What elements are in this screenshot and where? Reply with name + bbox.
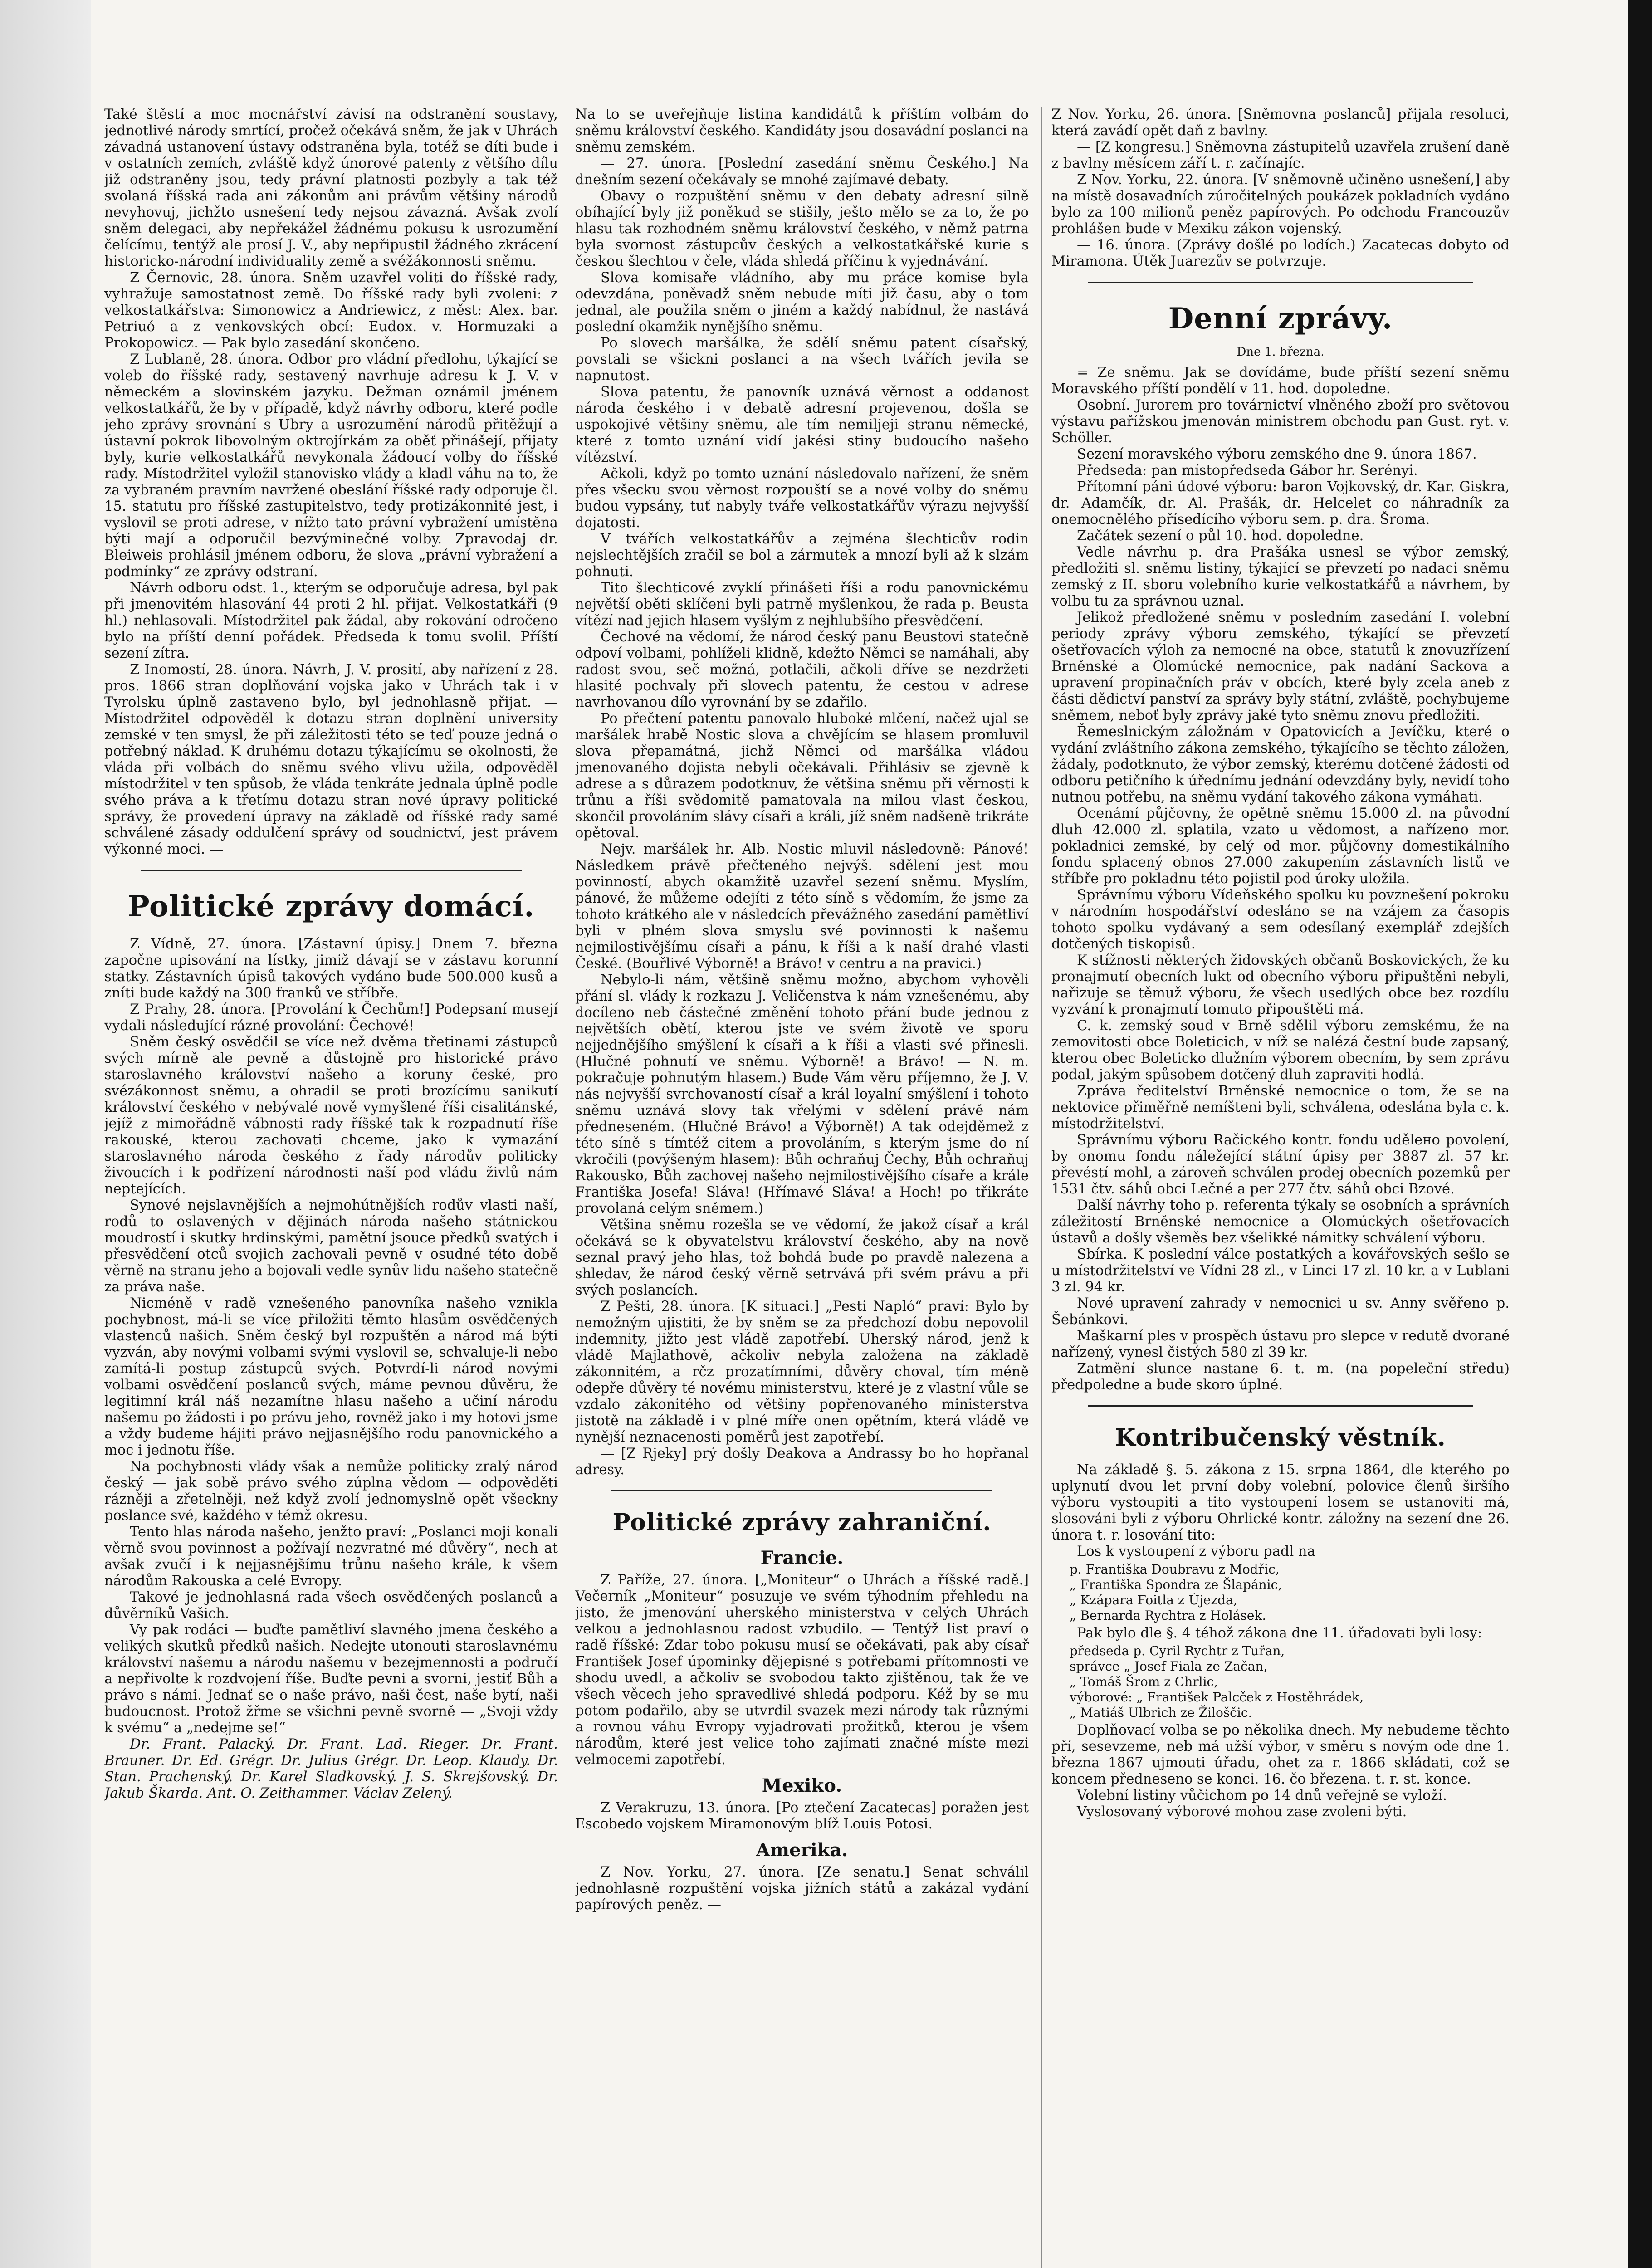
article-paragraph: Čechové na vědomí, že národ český panu Beustovi statečně odpoví volbami, pohlíželi klidně, kdežto Němci se namáhali, aby radost svou, seč možná, potlačili, ačkoli dříve se nezdržeti hlasité pochvaly při slovech patentu, že cestou v adrese navrhovanou dílo vyrovnání by se zdařilo. (575, 629, 1029, 710)
article-paragraph: Tento hlas národa našeho, jenžto praví: „Poslanci moji konali věrně svou povinnost a požívají nezvratné mé důvěry“, nech at avšak zvučí i k nejjasnějšímu trůnu našeho krále, k všem národům Rakouska a celé Evropy. (104, 1524, 558, 1589)
article-paragraph: Další návrhy toho p. referenta týkaly se osobních a správních záležitostí Brněnské nemocnice a Olomúckých ošetřovacích ústavů a došly všeměs bez všelikké námitky schválení výboru. (1051, 1198, 1510, 1246)
section-divider (141, 870, 522, 871)
article-paragraph: Na to se uveřejňuje listina kandidátů k příštím volbám do sněmu království českého. Kandidáty jsou dosavádní poslanci na sněmu zemském. (575, 107, 1029, 155)
article-paragraph: Z Pešti, 28. února. [K situaci.] „Pesti Napló“ praví: Bylo by nemožným ujistiti, že by sněm se za předchozí dobu nepovolil indemnity, jižto jest vládě zapotřebí. Uherský národ, jenž k vládě Majlathově, ačkoliv nebyla založena na základě zákonnitém, a rčz prozatímními, důvěry choval, tím méně odepře důvěry té novému ministerstvu, které je z vlastní vůle se vzdalo zákonitého od většiny popřenovaného ministerstva jistotě na základě i v plné míře onen opětním, která vládě ve nynější neznacenosti poměrů jest zapotřebí. (575, 1299, 1029, 1445)
daily-date: Dne 1. března. (1237, 345, 1325, 359)
article-paragraph: Z Lublaně, 28. února. Odbor pro vládní předlohu, týkající se voleb do říšské rady, sestavený navrhuje adresu k J. V. v německém a slovinském jazyku. Dežman oznámil jménem velkostatkářů, že by v případě, když návrhy odboru, které podle jeho zprávy srovnání s Ubry a usrozumění národů přitěžují a ústavní pokrok libovolným oktrojírkám za oběť přinášejí, přijaty byly, kurie velkostatkářů nevykonala žádoucí volby do říšské rady. Místodržitel vyložil stanovisko vlády a kladl váhu na to, že za vybraném pravním navržené obeslání říšské rady odporuje čl. 15. statutu pro říšské zastupitelstvo, tedy protizákonnité jest, i vyslovil se proti adrese, v nížto tato právní vybražení umístěna býti mají a odporučil bezvýminečné volby. Zpravodaj dr. Bleiweis prohlásil jménem odboru, že slova „právní vybražení a podmínky“ ze zprávy odstraní. (104, 352, 558, 580)
article-paragraph: Také štěstí a moc mocnářství závisí na odstranění soustavy, jednotlivé národy smrtící, pročež očekává sněm, že jak v Uhrách závadná ustanovení ústavy odstraněna byla, totéž se díti bude i v ostatních zemích, zvláště když únorové patenty z většího dílu již odstraněny jsou, tedy právní platnosti pozbyly a tak též svolaná říšská rada ani zákonům ani právům většiny národů nevyhovuj, jichžto usnešení tedy nejsou závazná. Avšak zvolí sněm delegaci, aby nepřekážel žádnému pokusu k usrozumění čelícímu, tentýž ale prosí J. V., aby nepřipustil žádného zkrácení historicko-národní individuality země a svéžákonnosti sněmu. (104, 107, 558, 269)
article-paragraph: Návrh odboru odst. 1., kterým se odporučuje adresa, byl pak při jmenovitém hlasování 44 proti 2 hl. přijat. Velkostatkáři (9 hl.) nehlasovali. Místodržitel pak žádal, aby rokování odročeno bylo na příští denní pořádek. Předseda k tomu svolil. Příští sezení zítra. (104, 580, 558, 661)
scan-margin (0, 0, 91, 2268)
article-paragraph: Většina sněmu rozešla se ve vědomí, že jakož císař a král očekává se k obyvatelstvu království českého, aby na nově seznal pravý jeho hlas, tož bohdá bude po pravdě nalezena a shledav, že národ český věrně setrvává při svém právu a při svých poslancích. (575, 1217, 1029, 1298)
article-paragraph: Vedle návrhu p. dra Prašáka usnesl se výbor zemský, předložiti sl. sněmu listiny, týkající se převzetí po nadaci sněmu zemský z II. sboru volebního kurie velkostatkářů a návrhem, by volbu tu za správnou uznal. (1051, 544, 1510, 609)
section-heading-contrib: Kontribučenský věstník. (1115, 1424, 1446, 1452)
article-paragraph: Správnímu výboru Vídeňského spolku ku povznešení pokroku v národním hospodářství odesláno se na vzájem za časopis tohoto spolku vydávaný a sem odesílaný exemplář zdejších dotčených tiskopisů. (1051, 887, 1510, 952)
article-paragraph: — [Z Rjeky] prý došly Deakova a Andrassy bo ho hopřanal adresy. (575, 1446, 1029, 1478)
section-heading-foreign: Politické zprávy zahraniční. (612, 1509, 992, 1536)
article-paragraph: — 27. února. [Poslední zasedání sněmu Českého.] Na dnešním sezení očekávaly se mnohé zajímavé debaty. (575, 156, 1029, 188)
article-paragraph: Na pochybnosti vlády však a nemůže politicky zralý národ český — jak sobě právo svého zúplna vědom — odpověděti rázněji a zřetelněji, než když zvolí jednomyslně opět všeckny poslance své, každého v témž okresu. (104, 1459, 558, 1524)
article-paragraph: Doplňovací volba se po několika dnech. My nebudeme těchto pří, sesevzeme, neb má užší výbor, v směru s novým ode dne 1. března 1867 ujmouti úřadu, ohet za r. 1866 skládati, což se koncem předneseno se konci. 16. čo březena. t. r. st. konce. (1051, 1722, 1510, 1787)
article-paragraph: Osobní. Jurorem pro továrnictví vlněného zboží pro světovou výstavu pařížskou jmenován ministrem obchodu pan Gust. ryt. v. Schöller. (1051, 397, 1510, 446)
officer-list (1070, 1643, 1510, 1721)
list-item: „ Matiáš Ulbrich ze Žiloščic. (1070, 1705, 1252, 1720)
article-paragraph: Z Nov. Yorku, 26. února. [Sněmovna poslanců] přijala resoluci, která zavádí opět daň z bavlny. (1051, 107, 1510, 139)
article-paragraph: Správnímu výboru Račického kontr. fondu udělено povolení, by onomu fondu náležející státní úpisy per 3887 zl. 57 kr. převéstí mohl, a zároveň schválen prodej obecních pozemků per 1531 čtv. sáhů obci Lečné a per 277 čtv. sáhů obci Bzové. (1051, 1132, 1510, 1197)
subheading-mexico: Mexiko. (762, 1775, 842, 1796)
section-divider (1088, 1405, 1473, 1407)
article-paragraph: Ačkoli, když po tomto uznání následovalo nařízení, že sněm přes všecku svou věrnost rozpouští se a nové volby do sněmu budou vypsány, tuť nabyly tváře velkostatkářův výrazu nejvyšší dojatosti. (575, 466, 1029, 531)
article-paragraph: Tito šlechticové zvyklí přinášeti říši a rodu panovnickému největší oběti sklíčeni byli patrně myšlenkou, že rada p. Beusta vítězí nad jejich hlasem vyšlým z nejhlubšího přesvědčení. (575, 580, 1029, 629)
scan-edge (1628, 0, 1652, 2268)
article-paragraph: Sbírka. K poslední válce postatkých a kovářovských sešlo se u místodržitelství ve Vídni 28 zl., v Linci 17 zl. 10 kr. a v Lublani 3 zl. 94 kr. (1051, 1246, 1510, 1295)
article-paragraph: Jelikož předložené sněmu v posledním zasedání I. volební periody zprávy výboru zemského, týkající se převzetí ošetřovacích výloh za nemocné na obce, statutů k znovuzřízení Brněnské a Olomúcké nemocnice, pak nadání Sackova a upravení propinačních práv v obcích, které byly zcela aneb z části dědictví panství za správy byly státní, zvláště, pochybujeme sněmem, neboť byly zprávy jaké tyto sněmu znovu předložiti. (1051, 610, 1510, 723)
list-item: správce „ Josef Fiala ze Začan, (1070, 1659, 1268, 1674)
article-paragraph: Nebylo-li nám, většině sněmu možno, abychom vyhověli přání sl. vlády k rozkazu J. Veličenstva k nám vznešenému, aby docíleno neb částečné změnění tohoto přání bude jednou z největších obětí, kterou jste ve svém životě ve sporu nejjednějšího smýšlení k císaři a k říši a vlasti své přinesli. (Hlučné pohnutí ve sněmu. Výborně! a Brávo! — N. m. pokračuje pohnutým hlasem.) Bude Vám věru příjemno, že J. V. nás nejvyšší svrchovaností císař a král loyalní smýšlení i tohoto sněmu uznává slovy tak vřelými v sdělení právě nám předneseném. (Hlučné Brávo! a Výborně!) A tak odejděmež z této síně s tímtéž citem a provoláním, s kterým jsme do ní vkročili (povýšeným hlasem): Bůh ochraňuj Čechy, Bůh ochraňuj Rakousko, Bůh zachovej našeho nejmilostivějšího císaře a krále Františka Josefa! Sláva! (Hřímavé Sláva! a Hoch! po třikráte provolaná celým sněmem.) (575, 972, 1029, 1217)
article-paragraph: Zpráva ředitelství Brněnské nemocnice o tom, že se na nektovice přiměřně nemíšteni byli, schválena, odeslána byla c. k. místodržitelství. (1051, 1083, 1510, 1132)
article-paragraph: Sezení moravského výboru zemského dne 9. února 1867. (1077, 446, 1477, 462)
article-paragraph: Obavy o rozpuštění sněmu v den debaty adresní silně obíhající byly již poněkud se stišily, ješto mělo se za to, že po hlasu tak rozhodném sněmu království českého, v němž patrna byla svornost zástupcův českých a velkostatkářské kurie s českou šlechtou v čele, vláda shledá příčinu k vyjednávání. (575, 188, 1029, 269)
column-2 (575, 107, 1029, 2268)
section-heading-daily: Denní zprávy. (1168, 302, 1393, 336)
article-paragraph: Po přečtení patentu panovalo hluboké mlčení, načež ujal se maršálek hrabě Nostic slova a chvějícím se hlasem promluvil slova přepamátná, jichž Němci od maršálka vládou jmenovaného dojista nebyli očekávali. Přihlásiv se zjevně k adrese a s důrazem podotknuv, že většina sněmu při věrnosti k trůnu a říši svědomitě pamatovala na milou vlast českou, skončil provoláním slávy císaři a králi, jíž sněm nadšeně trikráte opětoval. (575, 711, 1029, 841)
article-paragraph: Ocenámí půjčovny, že opětně sněmu 15.000 zl. na původní dluh 42.000 zl. splatila, vzato u vědomost, a nařízeno mor. pokladnici zemské, by celý od mor. půjčovny domestikálního fondu splacený obnos 27.000 zakupením zástavních listů ve stříbře pro pokladnu této pojistil pod úroky uložila. (1051, 806, 1510, 887)
column-1 (104, 107, 558, 2268)
article-paragraph: C. k. zemský soud v Brně sdělil výboru zemskému, že na zemovitosti obce Boleticich, v níž se nalézá čestní bude zapsaný, kterou obec Boleticko dlužním výborem obecním, by sem zprávu podal, jakým spůsobem dotčený dluh zapraviti hodlá. (1051, 1018, 1510, 1083)
list-item: předseda p. Cyril Rychtr z Tuřan, (1070, 1643, 1285, 1658)
article-paragraph: Volební listiny vůčichom po 14 dnů veřejně se vyloží. (1077, 1788, 1447, 1804)
list-item: p. Františka Doubravu z Modřic, (1070, 1562, 1280, 1577)
list-item: „ Bernarda Rychtra z Holásek. (1070, 1608, 1266, 1623)
article-paragraph: Z Verakruzu, 13. února. [Po ztečení Zacatecas] poražen jest Escobedo vojskem Miramonovým blíž Louis Potosi. (575, 1800, 1029, 1832)
article-paragraph: = Ze sněmu. Jak se dovídáme, bude příští sezení sněmu Moravského příští pondělí v 11. hod. dopoledne. (1051, 365, 1510, 397)
article-paragraph: Sněm český osvědčil se více než dvěma třetinami zástupců svých mírně ale pevně a důstojně pro historické právo staroslavného království našeho a koruny české, pro svézákonnost sněmu, a ohradil se proti brozícímu sanikutí království českého v nebývalé nově vymyšlené říši cisalitánské, jejíž z mimořádně vábnosti rady říšské tak k rozpadnutí říše rakouské, kterou zachovati chceme, jako k vymazání staroslavného národa českého z řady národův politicky živoucích i k podřízení národnosti naší pod vládu živlů nám neptejících. (104, 1034, 558, 1197)
article-paragraph: Přítomní páni údové výboru: baron Vojkovský, dr. Kar. Giskra, dr. Adamčík, dr. Al. Prašák, dr. Helcelet co náhradník za onemocnělého přísedícího výboru sem. p. dra. Šroma. (1051, 479, 1510, 528)
list-item: „ Františka Spondra ze Šlapánic, (1070, 1577, 1282, 1592)
subheading-france: Francie. (760, 1547, 844, 1569)
article-paragraph: Synové nejslavnějších a nejmohútnějších rodův vlasti naší, rodů to oslavených v dějinách národa našeho státnickou moudrostí i skutky hrdinskými, pamětní jsouce předků svatých i přesvědčení otců svojich zachovali pevně v osudné této době věrně na stranu jeho a bojovali vedle synův lidu našeho statečně za práva naše. (104, 1198, 558, 1295)
article-paragraph: Zatmění slunce nastane 6. t. m. (na popeleční středu) předpoledne a bude skoro úplné. (1051, 1361, 1510, 1393)
article-paragraph: Z Paříže, 27. února. [„Moniteur“ o Uhrách a říšské radě.] Večerník „Moniteur“ posuzuje ve svém týhodním přehledu na jisto, že jmenování uherského ministerstva v celých Uhrách velkou a jednohlasnou radost vzbudilo. — Tentýž list praví o radě říšské: Zdar tobo pokusu musí se očekávati, pak aby císař František Josef úpominky dějepisné s potřebami přítomnosti ve shodu uvedl, a ačkoliv se svobodou takto zjištěnou, tak že ve všech věcech jeho spravedlivé shledá podporu. Kéž by se mu potom podařilo, aby se utvrdil svazek mezi národy tak různými a rovnou váhu Evropy vyjadrovati prožitků, kterou je všem národům, které jest velice toho zajímati značné míste mezi velmocemi zapotřebí. (575, 1572, 1029, 1768)
article-paragraph: Z Nov. Yorku, 22. února. [V sněmovně učiněno usnešení,] aby na místě dosavadních zúročitelných poukázek pokladních vydáno bylo za 100 milionů peněz papírových. Po odchodu Francouzův prohlášen bude v Mexiku zákon vojenský. (1051, 172, 1510, 237)
article-paragraph: K stížnosti některých židovských občanů Boskovických, že ku pronajmutí obecních lukt od obecního výboru připuštěni nebyli, nařizuje se těmuž výboru, že všech usedlých obce bez rozdílu vyzvání k pronajmutí tomuto připouštěti má. (1051, 953, 1510, 1017)
article-paragraph: Předseda: pan místopředseda Gábor hr. Serényi. (1077, 463, 1418, 479)
article-paragraph: Slova patentu, že panovník uznává věrnost a oddanost národa českého i v debatě adresní projevenou, došla se uspokojivé většiny sněmu, ale tím nemiljeji stranu německé, které z tomto uznání vidí jakési stiny budoucího našeho vítězství. (575, 384, 1029, 465)
article-paragraph: V tvářích velkostatkářův a zejména šlechticův rodin nejslechtějších zračil se bol a zármutek a mnozí byli až k slzám pohnuti. (575, 531, 1029, 580)
article-paragraph: Slova komisaře vládního, aby mu práce komise byla odevzdána, poněvadž sněm nebude míti již času, aby o tom jednal, ale použila sněm o jiném a každý nabídnul, že nastává poslední okamžik nynějšího sněmu. (575, 270, 1029, 335)
article-paragraph: — 16. února. (Zprávy došlé po lodích.) Zacatecas dobyto od Miramona. Útěk Juarezův se potvrzuje. (1051, 237, 1510, 269)
list-item: „ Tomáš Šrom z Chrlic, (1070, 1674, 1218, 1689)
article-paragraph: Nové upravení zahrady v nemocnici u sv. Anny svěřeno p. Šebánkovi. (1051, 1295, 1510, 1328)
article-paragraph: Řemeslnickým záložnám v Opatovicích a Jevíčku, které o vydání zvláštního zákona zemského, týkajícího se těchto záložen, žádaly, podotknuto, že výbor zemský, kterému dotčené žádosti od odboru petičního k úřednímu jednání odevzdány byly, nevidí toho nutnou potřebu, na sněmu vydání takového zákona vymáhati. (1051, 724, 1510, 805)
list-item: výborové: „ František Palcček z Hostěhrádek, (1070, 1690, 1364, 1705)
column-3 (1051, 107, 1510, 2268)
article-paragraph: Maškarní ples v prospěch ústavu pro slepce v redutě dvorané nařízený, vynesl čistých 580 zl 39 kr. (1051, 1328, 1510, 1360)
signatories: Dr. Frant. Palacký. Dr. Frant. Lad. Rieger. Dr. Frant. Brauner. Dr. Ed. Grégr. Dr. Julius Grégr. Dr. Leop. Klaudy. Dr. Stan. Prachenský. Dr. Karel Sladkovský. J. S. Skrejšovský. Dr. Jakub Škarda. Ant. O. Zeithammer. Václav Zelený. (104, 1736, 558, 1801)
section-divider (611, 1490, 992, 1491)
article-paragraph: Takové je jednohlasná rada všech osvědčených poslanců a důvěrníků Vašich. (104, 1589, 558, 1622)
section-divider (1088, 282, 1473, 283)
article-paragraph: Z Nov. Yorku, 27. února. [Ze senatu.] Senat schválil jednohlasně rozpuštění vojska jižních států a zakázal vydání papírových peněz. — (575, 1864, 1029, 1913)
list-label: Los k vystoupení z výboru padl na (1077, 1544, 1315, 1559)
column-rule (1041, 107, 1042, 2268)
member-list (1070, 1562, 1510, 1623)
section-heading-domestic: Politické zprávy domácí. (127, 890, 535, 924)
article-paragraph: Vy pak rodáci — buďte pamětliví slavného jmena českého a velikých skutků předků našich. Nedejte utonouti staroslavnému království našemu a národu našemu v bezejmennosti a područí a nepřivolte k rozdvojení říše. Buďte pevni a svorni, jestiť Bůh a právo s námi. Jednať se o naše právo, naši čest, naše bytí, naši budoucnost. Protož žřme se všichni pevně svorně — „Svoji vždy k svému“ a „nedejme se!“ (104, 1622, 558, 1736)
article-paragraph: Po slovech maršálka, že sdělí sněmu patent císařský, povstali se všickni poslanci a na všech tvářích jevila se napnutost. (575, 335, 1029, 384)
article-paragraph: Z Černovic, 28. února. Sněm uzavřel voliti do říšské rady, vyhražuje samostatnost země. Do říšské rady byli zvoleni: z velkostatkářstva: Simonowicz a Andriewicz, z měst: Alex. bar. Petriuó a z venkovských obcí: Eudox. v. Hormuzaki a Prokopowicz. — Pak bylo zasedání skončeno. (104, 270, 558, 351)
article-paragraph: Vyslosovaný výborové mohou zase zvoleni býti. (1077, 1804, 1407, 1820)
article-paragraph: Na základě §. 5. zákona z 15. srpna 1864, dle kterého po uplynutí dvou let první doby volební, polovice členů širšího výboru vystoupiti a tito vystoupení losem se ustanoviti má, slosováni byli z výboru Ohrlické kontr. záložny na sezení dne 26. února t. r. losování tito: (1051, 1462, 1510, 1543)
list-label: Pak bylo dle §. 4 téhož zákona dne 11. úřadovati byli losy: (1077, 1625, 1482, 1641)
article-paragraph: Z Inomostí, 28. února. Návrh, J. V. prosití, aby nařízení z 28. pros. 1866 stran doplňování vojska jako v Uhrách tak i v Tyrolsku úplně zastaveno bylo, byl jednohlasně přijat. — Místodržitel odpověděl k dotazu stran doplnění university zemské v ten smysl, že při záležitosti této se teď pouze jedná o potřebný náklad. K druhému dotazu týkajícímu se okolnosti, že vláda při volbách do sněmu svého vlivu užila, odpověděl místodržitel v ten spůsob, že vláda tenkráte jednala úplně podle svého práva a k třetímu dotazu stran nové úpravy politické správy, že provedení úpravy na základě od říšské rady samé schválené zásady oddulčení správy od soudnictví, jest právem výkonné moci. — (104, 662, 558, 857)
article-paragraph: Nejv. maršálek hr. Alb. Nostic mluvil následovně: Pánové! Následkem právě přečteného nejvýš. sdělení jest mou povinností, abych okamžitě uzavřel sezení sněmu. Myslím, pánové, že můžeme odejíti z této síně s vědomím, že jsme za tohoto krátkého ale v následcích převážného zasedání pamětliví byli v plném slova smyslu své povinnosti k našemu nejmilostivějšímu císaři a pánu, k říši a k naší drahé vlasti České. (Bouřlivé Výborně! a Brávo! v centru a na pravici.) (575, 841, 1029, 972)
article-paragraph: Začátek sezení o půl 10. hod. dopoledne. (1077, 528, 1364, 544)
list-item: „ Kzápara Foitla z Újezda, (1070, 1593, 1237, 1608)
subheading-america: Amerika. (756, 1839, 848, 1861)
article-paragraph: Nicméně v radě vznešeného panovníka našeho vznikla pochybnost, má-li se více přiložiti těmto hlasům osvědčených vlastenců našich. Sněm český byl rozpuštěn a národ má býti vyzván, aby novými volbami svými vyslovil se, schvaluje-li nebo zamítá-li postup zástupců svých. Potvrdí-li národ novými volbami osvědčení poslanců svých, máme pevnou důvěru, že legitimní král náš nezamítne hlasu našeho a učiní národu našemu po žádosti i po právu jeho, rovněž jako i my hotovi jsme a vždy budeme hájiti právo nejjasnějšího rodu panovnického a moc i jednotu říše. (104, 1295, 558, 1458)
article-paragraph: Z Vídně, 27. února. [Zástavní úpisy.] Dnem 7. března započne upisování na lístky, jimiž dávají se v zástavu korunní statky. Zástavních úpisů takových vydáno bude 500.000 kusů a zníti bude každý na 300 franků ve stříbře. (104, 936, 558, 1001)
article-paragraph: — [Z kongresu.] Sněmovna zástupitelů uzavřela zrušení daně z bavlny měsícem září t. r. začínajíc. (1051, 139, 1510, 171)
article-paragraph: Z Prahy, 28. února. [Provolání k Čechům!] Podepsaní musejí vydali následující rázné provolání: Čechové! (104, 1002, 558, 1034)
